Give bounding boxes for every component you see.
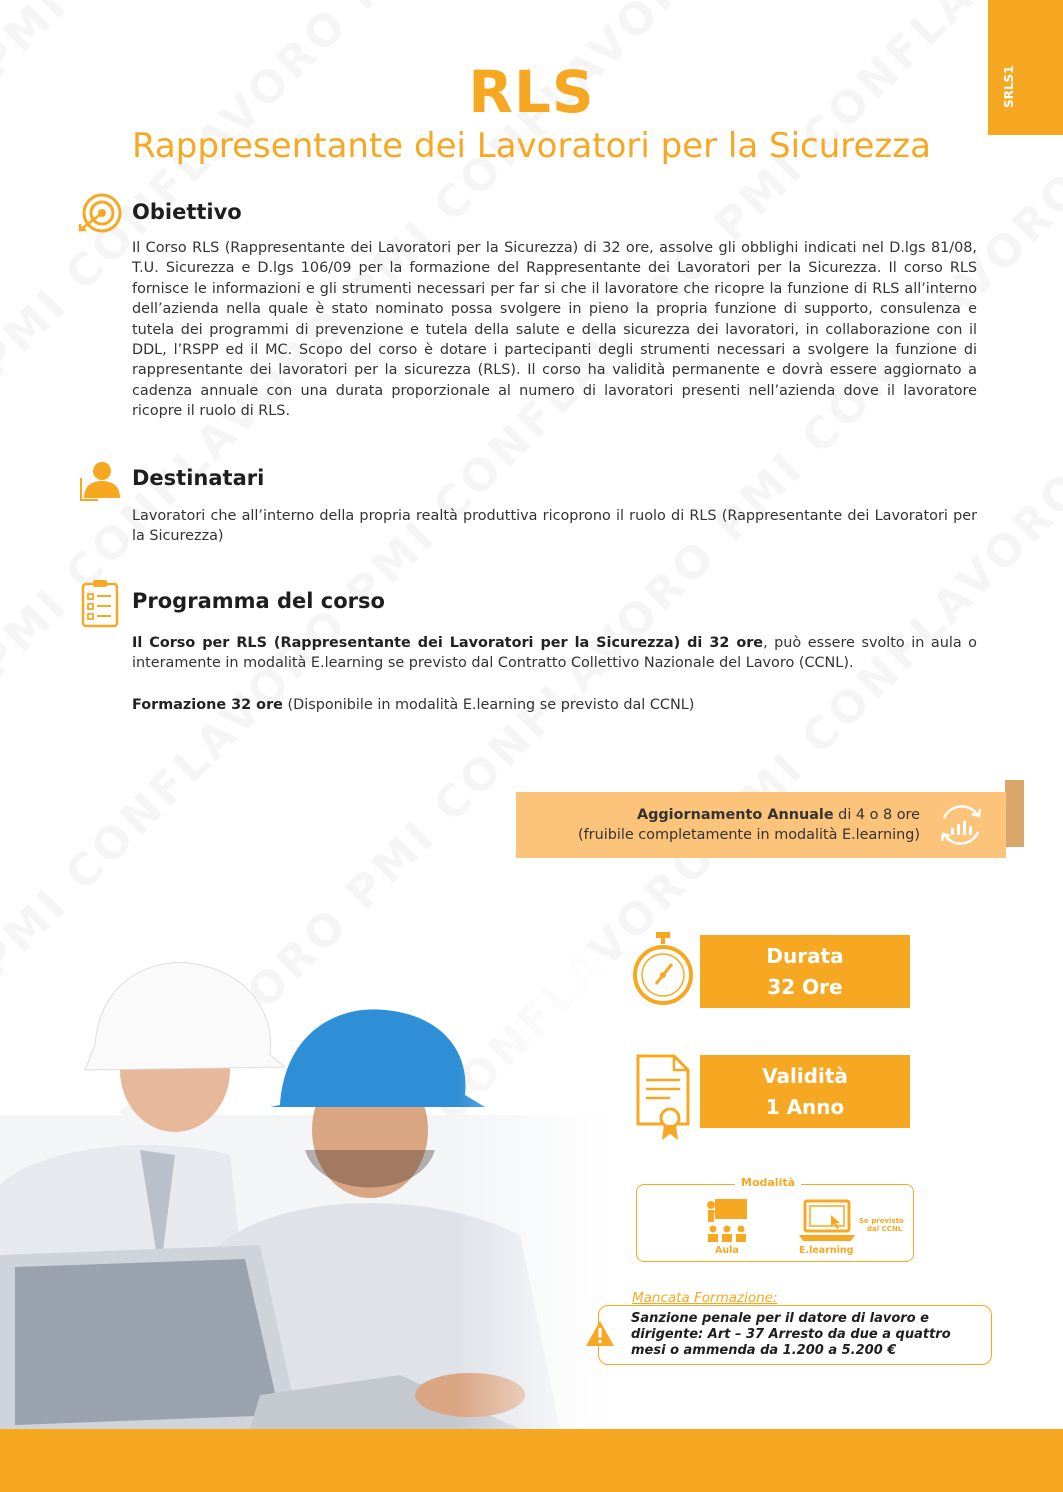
- modalita-note-line1: Se previsto: [859, 1217, 904, 1225]
- section-body-programma-1: [132, 633, 977, 674]
- validita-value: 1 Anno: [765, 1095, 845, 1119]
- section-heading-programma: Programma del corso: [132, 589, 385, 613]
- programma-course-desc: , può essere svolto in aula o interamente in modalità E.learning se previsto dal Contratto Collettivo Nazionale del Lavoro (CCNL).: [132, 635, 977, 672]
- page-subtitle: Rappresentante dei Lavoratori per la Sicurezza: [132, 126, 931, 166]
- modalita-note: [859, 1217, 904, 1233]
- certificate-icon: [630, 1052, 696, 1142]
- page-title: RLS: [468, 58, 595, 126]
- durata-label: Durata: [766, 944, 844, 968]
- modalita-elearning-label: E.learning: [799, 1245, 854, 1256]
- section-body-destinatari: Lavoratori che all’interno della propria realtà produttiva ricoprono il ruolo di RLS (Rappresentante dei Lavoratori per la Sicurezza): [132, 508, 977, 545]
- classroom-icon: [703, 1197, 751, 1243]
- durata-value: 32 Ore: [767, 975, 843, 999]
- modalita-aula-label: Aula: [715, 1245, 739, 1256]
- programma-hours-note: (Disponibile in modalità E.learning se previsto dal CCNL): [282, 697, 695, 713]
- mancata-text: Sanzione penale per il datore di lavoro e dirigente: Art – 37 Arresto da due a quattro mesi o ammenda da 1.200 a 5.200 €: [631, 1311, 951, 1358]
- refresh-chart-icon: [936, 800, 986, 850]
- mancata-box: [598, 1305, 992, 1365]
- validita-label: Validità: [762, 1064, 848, 1088]
- section-body-programma-2: [132, 695, 977, 715]
- modalita-note-line2: dal CCNL: [867, 1225, 903, 1233]
- mancata-title: Mancata Formazione:: [632, 1290, 778, 1306]
- section-heading-destinatari: Destinatari: [132, 466, 265, 490]
- side-tab-code: SRLS1: [1002, 65, 1016, 108]
- aggiornamento-box: [516, 792, 1006, 858]
- durata-badge: [700, 935, 910, 1008]
- aggiornamento-line2: (fruibile completamente in modalità E.learning): [577, 827, 920, 843]
- section-heading-obiettivo: Obiettivo: [132, 200, 242, 224]
- workers-photo: [0, 955, 610, 1429]
- aggiornamento-title: Aggiornamento Annuale: [636, 807, 834, 823]
- stopwatch-icon: [630, 930, 696, 1010]
- modalita-box: [636, 1176, 914, 1262]
- footer-bar: [0, 1429, 1063, 1492]
- target-icon: [78, 190, 124, 236]
- programma-course-name: Il Corso per RLS (Rappresentante dei Lavoratori per la Sicurezza) di 32 ore: [132, 635, 764, 651]
- section-body-obiettivo: Il Corso RLS (Rappresentante dei Lavoratori per la Sicurezza) di 32 ore, assolve gli obblighi indicati nel D.lgs 81/08, T.U. Sicurezza e D.lgs 106/09 per la formazione del Rappresentante dei Lavoratori per la Sicurezza. Il corso RLS fornisce le informazioni e gli strumenti necessari per far si che il lavoratore che ricopre la funzione di RLS all’interno dell’azienda nella quale è stato nominato possa svolgere in pieno la propria funzione di supporto, consulenza e tutela dei programmi di prevenzione e tutela della salute e della sicurezza dei lavoratori, in collaborazione con il DDL, l’RSPP ed il MC. Scopo del corso è dotare i partecipanti degli strumenti necessari a svolgere la funzione di rappresentante dei lavoratori per la sicurezza (RLS). Il corso ha validità permanente e dovrà essere aggiornato a cadenza annuale con una durata proporzionale al numero di lavoratori presenti nell’azienda dove il lavoratore ricopre il ruolo di RLS.: [132, 240, 977, 420]
- aggiornamento-tab: [1005, 780, 1024, 847]
- warning-icon: [585, 1320, 615, 1348]
- user-icon: [78, 456, 124, 502]
- aggiornamento-hours: di 4 o 8 ore: [833, 807, 920, 823]
- programma-hours: Formazione 32 ore: [132, 697, 283, 713]
- validita-badge: [700, 1055, 910, 1128]
- aggiornamento-line1: [578, 805, 920, 825]
- modalita-title: Modalità: [735, 1176, 801, 1189]
- checklist-icon: [78, 578, 124, 628]
- laptop-icon: [797, 1197, 857, 1243]
- aggiornamento-text: [578, 805, 920, 845]
